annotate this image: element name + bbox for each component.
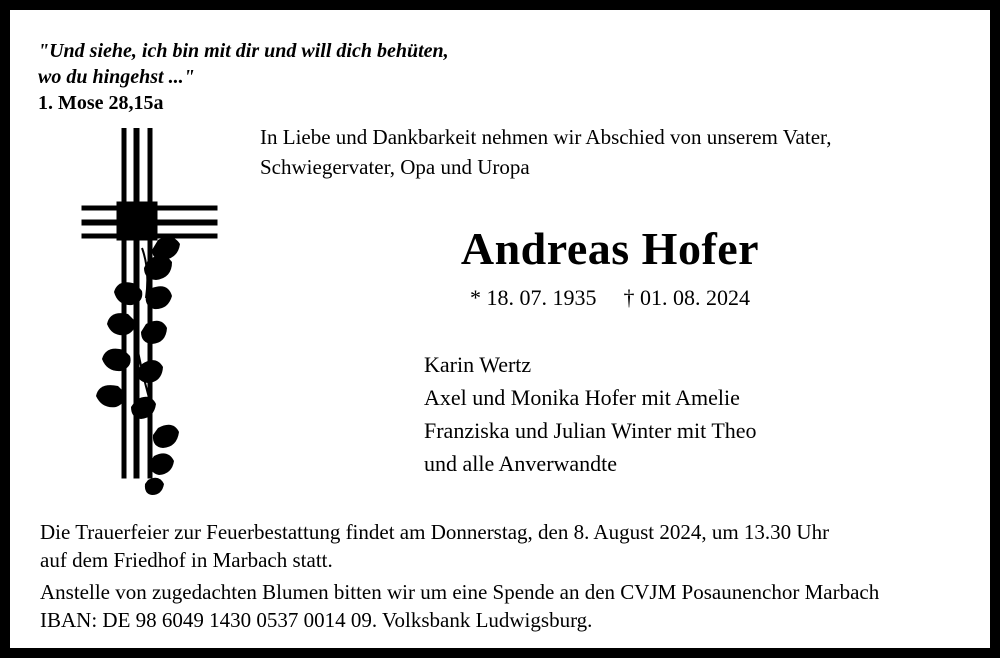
intro-line-2: Schwiegervater, Opa und Uropa	[260, 155, 530, 179]
cross-with-ivy-illustration	[62, 128, 232, 498]
service-line-2: auf dem Friedhof in Marbach statt.	[40, 548, 333, 572]
family-line: Karin Wertz	[424, 352, 532, 377]
family-line: und alle Anverwandte	[424, 451, 618, 476]
iban-line: IBAN: DE 98 6049 1430 0537 0014 09. Volksbank Ludwigsburg.	[40, 608, 593, 632]
service-details	[40, 518, 970, 634]
family-line: Franziska und Julian Winter mit Theo	[424, 418, 757, 443]
intro-block	[260, 122, 980, 182]
quote-line-1: "Und siehe, ich bin mit dir und will dich behüten,	[38, 40, 449, 62]
quote-line-2: wo du hingehst ..."	[38, 66, 195, 88]
obituary-notice	[10, 10, 990, 648]
birth-date: * 18. 07. 1935	[470, 285, 597, 310]
quote-block	[38, 38, 558, 116]
death-date: † 01. 08. 2024	[623, 285, 750, 310]
life-dates	[260, 284, 960, 312]
intro-line-1: In Liebe und Dankbarkeit nehmen wir Abschied von unserem Vater,	[260, 125, 832, 149]
service-line-1: Die Trauerfeier zur Feuerbestattung findet am Donnerstag, den 8. August 2024, um 13.30 Uhr	[40, 520, 830, 544]
quote-reference: 1. Mose 28,15a	[38, 92, 164, 114]
donation-line: Anstelle von zugedachten Blumen bitten wir um eine Spende an den CVJM Posaunenchor Marbach	[40, 580, 880, 604]
family-line: Axel und Monika Hofer mit Amelie	[424, 385, 740, 410]
family-block	[424, 348, 984, 480]
deceased-name: Andreas Hofer	[460, 223, 760, 274]
